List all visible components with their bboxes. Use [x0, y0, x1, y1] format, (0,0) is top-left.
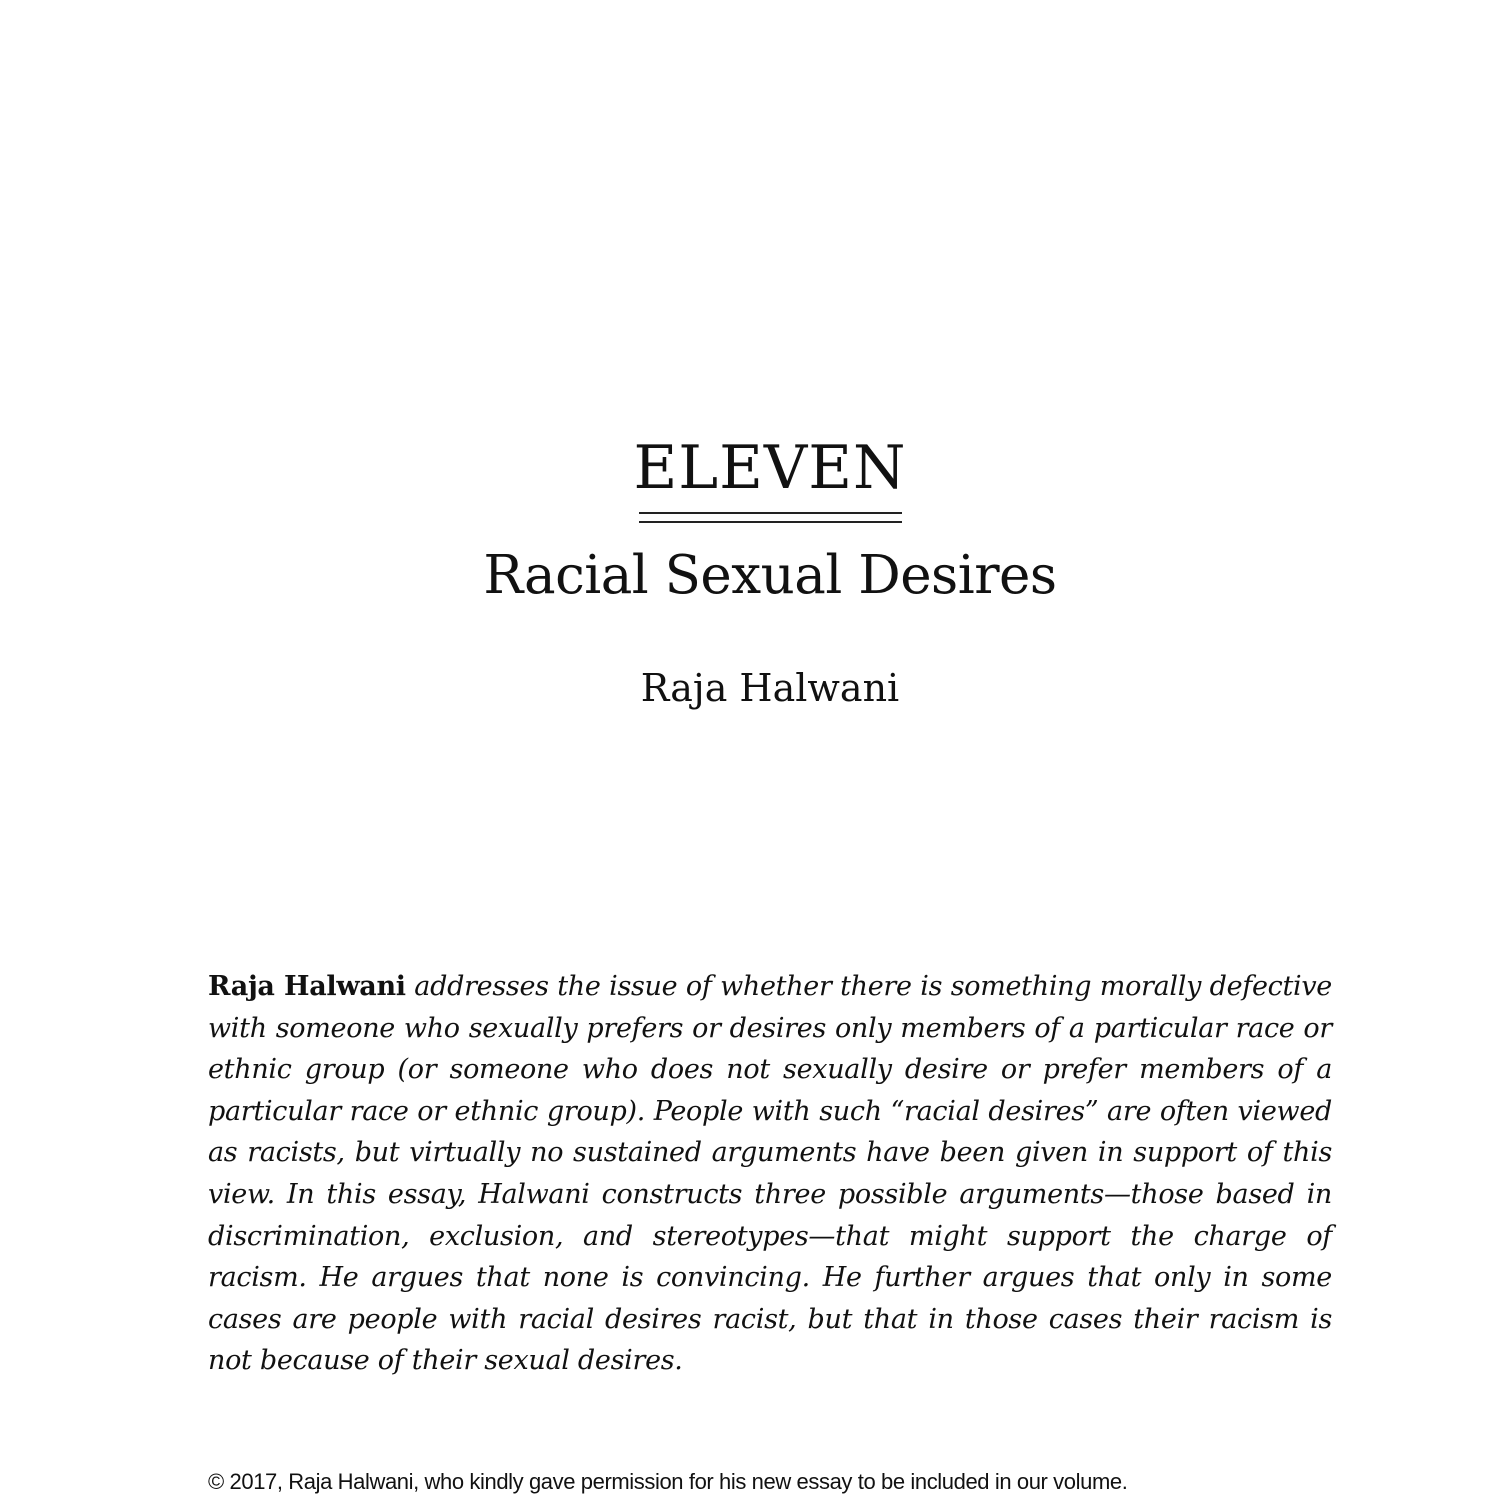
chapter-number: ELEVEN	[633, 433, 907, 503]
chapter-abstract	[208, 966, 1332, 1382]
chapter-author: Raja Halwani	[640, 666, 900, 710]
title-rule-lower	[639, 521, 902, 523]
abstract-author: Raja Halwani	[208, 971, 406, 1002]
copyright-notice: © 2017, Raja Halwani, who kindly gave permission for his new essay to be included in our volume.	[208, 1469, 1128, 1494]
title-rule-upper	[639, 512, 902, 514]
abstract-text: addresses the issue of whether there is something morally defective with someone who sexually prefers or desires only members of a particular race or ethnic group (or someone who does not sexually desire or prefer members of a particular race or ethnic group). People with such “racial desires” are often viewed as racists, but virtually no sustained arguments have been given in support of this view. In this essay, Halwani constructs three possible arguments—those based in discrimination, exclusion, and stereotypes—that might support the charge of racism. He argues that none is convincing. He further argues that only in some cases are people with racial desires racist, but that in those cases their racism is not because of their sexual desires.	[208, 971, 1332, 1377]
chapter-title: Racial Sexual Desires	[483, 545, 1057, 606]
